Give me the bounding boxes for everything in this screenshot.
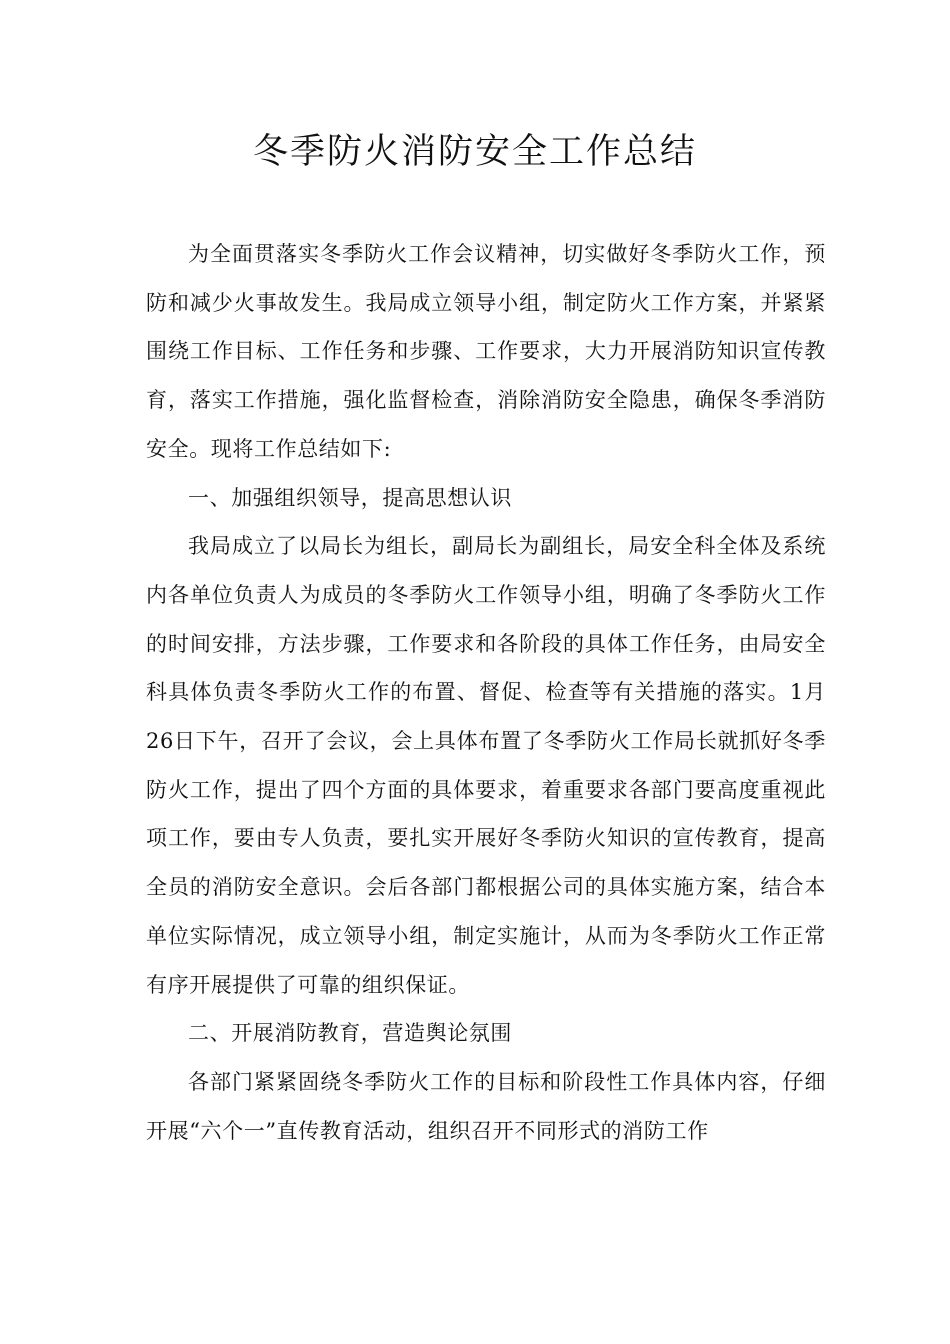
section-1-paragraph: 我局成立了以局长为组长，副局长为副组长，局安全科全体及系统内各单位负责人为成员的冬季防火工作领导小组，明确了冬季防火工作的时间安排，方法步骤，工作要求和各阶段的具体工作任务，由局安全科具体负责冬季防火工作的布置、督促、检查等有关措施的落实。1月26日下午，召开了会议，会上具体布置了冬季防火工作局长就抓好冬季防火工作，提出了四个方面的具体要求，着重要求各部门要高度重视此项工作，要由专人负责，要扎实开展好冬季防火知识的宣传教育，提高全员的消防安全意识。会后各部门都根据公司的具体实施方案，结合本单位实际情况，成立领导小组，制定实施计，从而为冬季防火工作正常有序开展提供了可靠的组织保证。 (146, 534, 826, 997)
document-body (146, 230, 826, 1155)
section-heading-2: 二、开展消防教育，营造舆论氛围 (188, 1021, 512, 1046)
intro-paragraph: 为全面贯落实冬季防火工作会议精神，切实做好冬季防火工作，预防和减少火事故发生。我局成立领导小组，制定防火工作方案，并紧紧围绕工作目标、工作任务和步骤、工作要求，大力开展消防知识宣传教育，落实工作措施，强化监督检查，消除消防安全隐患，确保冬季消防安全。现将工作总结如下: (146, 242, 826, 461)
section-heading-1: 一、加强组织领导，提高思想认识 (188, 485, 512, 510)
section-2-paragraph: 各部门紧紧固绕冬季防火工作的目标和阶段性工作具体内容，仔细开展“六个一”直传教育活动，组织召开不同形式的消防工作 (146, 1069, 826, 1143)
document-title: 冬季防火消防安全工作总结 (252, 132, 697, 172)
